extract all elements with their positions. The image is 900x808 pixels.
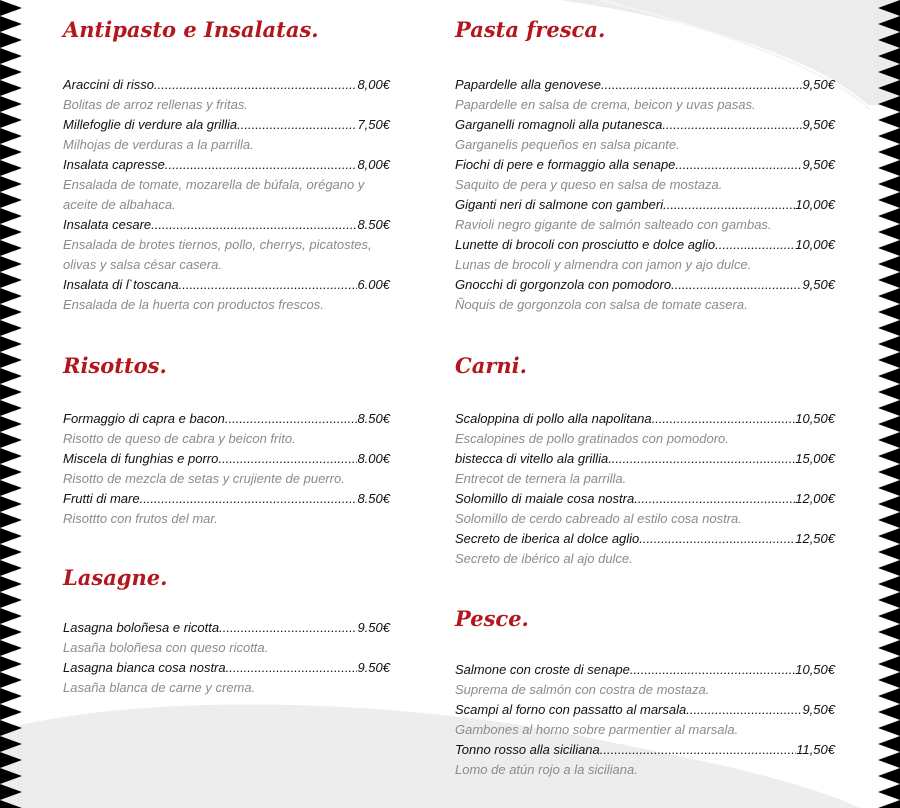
dot-leader: [225, 409, 358, 429]
menu-item-line: [455, 275, 835, 295]
dish-price: 8,00€: [357, 77, 390, 92]
menu-item: [455, 235, 835, 275]
dish-description: Gambones al horno sobre parmentier al marsala.: [455, 722, 739, 737]
menu-item: [455, 449, 835, 489]
dish-description: Ensalada de tomate, mozarella de búfala, orégano y aceite de albahaca.: [63, 177, 365, 212]
section-title: Lasagne.: [63, 565, 168, 590]
menu-section: [63, 352, 390, 529]
dish-price: 9,50€: [802, 157, 835, 172]
menu-item: [63, 489, 390, 529]
dish-name: Gnocchi di gorgonzola con pomodoro: [455, 277, 672, 292]
menu-item-line: [455, 529, 835, 549]
dish-price: 9,50€: [802, 117, 835, 132]
menu-item: [455, 409, 835, 449]
menu-section: [455, 605, 835, 780]
dot-leader: [165, 155, 358, 175]
dot-leader: [671, 275, 802, 295]
dish-description: Solomillo de cerdo cabreado al estilo cosa nostra.: [455, 511, 742, 526]
dish-price: 8.50€: [357, 411, 390, 426]
dish-price: 7,50€: [357, 117, 390, 132]
section-title: Risottos.: [63, 353, 167, 378]
dish-name: Salmone con croste di senape: [455, 662, 630, 677]
dish-name: Fiochi di pere e formaggio alla senape: [455, 157, 676, 172]
dot-leader: [601, 75, 802, 95]
dot-leader: [151, 215, 357, 235]
dish-description: Lomo de atún rojo a la siciliana.: [455, 762, 638, 777]
dish-price: 10,00€: [795, 237, 835, 252]
dish-description: Milhojas de verduras a la parrilla.: [63, 137, 254, 152]
right-zigzag-border: [874, 0, 900, 808]
dot-leader: [140, 489, 358, 509]
dish-price: 9,50€: [802, 77, 835, 92]
dish-description: Entrecot de ternera la parrilla.: [455, 471, 627, 486]
dish-description: Papardelle en salsa de crema, beicon y uvas pasas.: [455, 97, 756, 112]
menu-item: [455, 700, 835, 740]
dot-leader: [662, 115, 802, 135]
menu-item: [63, 618, 390, 658]
dish-description: Risottto con frutos del mar.: [63, 511, 218, 526]
dish-description: Risotto de queso de cabra y beicon frito.: [63, 431, 296, 446]
menu-item: [455, 155, 835, 195]
menu-item-line: [455, 489, 835, 509]
dish-name: Lasagna bianca cosa nostra: [63, 660, 226, 675]
menu-item: [455, 529, 835, 569]
menu-section: [455, 352, 835, 569]
dot-leader: [154, 75, 357, 95]
menu-item-line: [63, 75, 390, 95]
dish-description: Lasaña boloñesa con queso ricotta.: [63, 640, 269, 655]
menu-item: [455, 115, 835, 155]
dish-description: Saquito de pera y queso en salsa de mostaza.: [455, 177, 723, 192]
section-title: Pesce.: [455, 606, 529, 631]
dot-leader: [652, 409, 796, 429]
dot-leader: [634, 489, 795, 509]
dot-leader: [639, 529, 795, 549]
dish-price: 12,00€: [795, 491, 835, 506]
dish-price: 12,50€: [795, 531, 835, 546]
menu-item-line: [63, 618, 390, 638]
dot-leader: [663, 195, 795, 215]
menu-item-line: [63, 155, 390, 175]
menu-item: [455, 489, 835, 529]
menu-item: [63, 409, 390, 449]
menu-item: [63, 275, 390, 315]
dot-leader: [686, 700, 802, 720]
dish-name: Tonno rosso alla siciliana: [455, 742, 600, 757]
dish-description: Lasaña blanca de carne y crema.: [63, 680, 256, 695]
dot-leader: [600, 740, 796, 760]
dish-name: Papardelle alla genovese: [455, 77, 601, 92]
dot-leader: [608, 449, 795, 469]
menu-item-line: [63, 215, 390, 235]
dish-price: 9,50€: [802, 277, 835, 292]
dish-price: 15,00€: [795, 451, 835, 466]
dish-description: Ensalada de brotes tiernos, pollo, cherrys, picatostes, olivas y salsa césar casera.: [63, 237, 372, 272]
dish-description: Secreto de ibérico al ajo dulce.: [455, 551, 633, 566]
menu-item: [455, 740, 835, 780]
menu-item-line: [455, 449, 835, 469]
left-zigzag-border: [0, 0, 26, 808]
dish-name: Solomillo di maiale cosa nostra: [455, 491, 635, 506]
dot-leader: [630, 660, 795, 680]
menu-item-line: [455, 700, 835, 720]
dot-leader: [179, 275, 358, 295]
dish-price: 8.50€: [357, 491, 390, 506]
dish-description: Ravioli negro gigante de salmón salteado con gambas.: [455, 217, 772, 232]
menu-item: [63, 658, 390, 698]
dot-leader: [219, 618, 357, 638]
section-title: Antipasto e Insalatas.: [63, 17, 319, 42]
dish-price: 10,00€: [795, 197, 835, 212]
menu-item-line: [63, 275, 390, 295]
dish-name: Insalata cesare: [63, 217, 152, 232]
dish-name: bistecca di vitello ala grillia: [455, 451, 609, 466]
menu-item: [63, 155, 390, 215]
dish-price: 10,50€: [795, 662, 835, 677]
menu-item: [455, 275, 835, 315]
dish-description: Risotto de mezcla de setas y crujiente de puerro.: [63, 471, 345, 486]
dish-price: 9.50€: [357, 660, 390, 675]
dish-price: 8,00€: [357, 157, 390, 172]
menu-item: [63, 449, 390, 489]
menu-item: [63, 75, 390, 115]
menu-item: [455, 195, 835, 235]
dish-name: Giganti neri di salmone con gamberi: [455, 197, 664, 212]
dish-price: 10,50€: [795, 411, 835, 426]
dish-description: Escalopines de pollo gratinados con pomodoro.: [455, 431, 729, 446]
dish-name: Insalata di l`toscana: [63, 277, 179, 292]
dish-price: 8.50€: [357, 217, 390, 232]
menu-item-line: [63, 449, 390, 469]
menu-item-line: [455, 155, 835, 175]
menu-item: [63, 115, 390, 155]
menu-item-line: [455, 740, 835, 760]
menu-item-line: [63, 115, 390, 135]
dish-name: Garganelli romagnoli alla putanesca: [455, 117, 663, 132]
dish-description: Ñoquis de gorgonzola con salsa de tomate casera.: [455, 297, 748, 312]
dish-name: Frutti di mare: [63, 491, 140, 506]
dish-name: Scampi al forno con passatto al marsala: [455, 702, 687, 717]
dish-name: Lasagna boloñesa e ricotta: [63, 620, 220, 635]
menu-item: [455, 660, 835, 700]
dish-description: Suprema de salmón con costra de mostaza.: [455, 682, 710, 697]
menu-section: [63, 16, 390, 315]
menu-item: [63, 215, 390, 275]
dish-name: Formaggio di capra e bacon: [63, 411, 225, 426]
menu-item-line: [455, 409, 835, 429]
menu-item-line: [63, 489, 390, 509]
menu-section: [63, 564, 390, 698]
dish-description: Garganelis pequeños en salsa picante.: [455, 137, 680, 152]
dish-name: Millefoglie di verdure ala grillia: [63, 117, 238, 132]
dish-name: Miscela di funghias e porro: [63, 451, 219, 466]
dish-price: 6.00€: [357, 277, 390, 292]
dish-description: Ensalada de la huerta con productos frescos.: [63, 297, 324, 312]
menu-section: [455, 16, 835, 315]
dot-leader: [226, 658, 358, 678]
menu-item-line: [455, 195, 835, 215]
dish-name: Lunette di brocoli con prosciutto e dolce aglio: [455, 237, 716, 252]
dot-leader: [218, 449, 357, 469]
dish-price: 9,50€: [802, 702, 835, 717]
dot-leader: [237, 115, 357, 135]
dish-description: Lunas de brocoli y almendra con jamon y ajo dulce.: [455, 257, 752, 272]
menu-item-line: [455, 75, 835, 95]
menu-item-line: [455, 115, 835, 135]
dish-price: 9.50€: [357, 620, 390, 635]
section-title: Pasta fresca.: [455, 17, 606, 42]
dish-price: 11,50€: [796, 742, 835, 757]
dish-price: 8.00€: [357, 451, 390, 466]
dot-leader: [715, 235, 795, 255]
dish-name: Scaloppina di pollo alla napolitana: [455, 411, 652, 426]
dish-name: Araccini di risso: [63, 77, 155, 92]
dish-description: Bolitas de arroz rellenas y fritas.: [63, 97, 248, 112]
menu-item-line: [63, 658, 390, 678]
dish-name: Insalata capresse: [63, 157, 165, 172]
section-title: Carni.: [455, 353, 527, 378]
menu-item-line: [455, 660, 835, 680]
menu-item: [455, 75, 835, 115]
dish-name: Secreto de iberica al dolce aglio: [455, 531, 640, 546]
menu-item-line: [63, 409, 390, 429]
dot-leader: [675, 155, 802, 175]
menu-item-line: [455, 235, 835, 255]
